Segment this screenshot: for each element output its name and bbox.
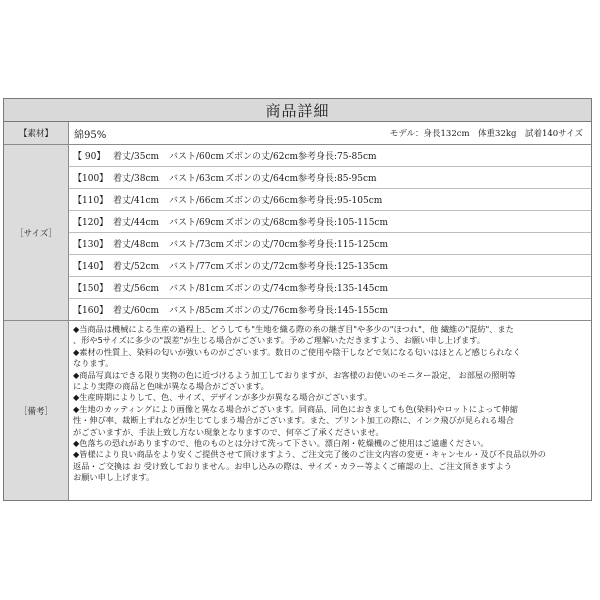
size-line [69,167,591,189]
size-bust: バスト/73cm [169,240,225,250]
size-bust: バスト/69cm [169,218,225,228]
size-list [69,145,591,320]
size-reference-height: 参考身長:145-155cm [298,306,389,316]
size-tag: 【120】 [73,218,109,228]
size-length: 着丈/44cm [113,218,160,228]
size-pants-length: ズボンの丈/72cm [225,262,299,272]
size-tag: 【160】 [73,306,109,316]
size-bust: バスト/66cm [169,196,225,206]
size-pants-length: ズボンの丈/70cm [225,240,299,250]
note-line: ◆素材の性質上、染料の匂いが強いものがございます。数日のご使用や陰干しなどで気になる匂いはほとんど感じられなく [73,346,521,357]
note-line: がございますが、手法上致し方ない現象となりますので、何卒ご了承くださいませ。 [73,426,384,437]
material-value: 綿95% [74,129,107,141]
size-reference-height: 参考身長:115-125cm [298,240,389,250]
size-bust: バスト/85cm [169,306,225,316]
size-label: ［サイズ］ [4,145,69,320]
notes-label: ［備考］ [4,321,69,500]
note-line: ◆皆様により良い商品をより安くご提供させて頂けますよう、ご注文完了後のご注文内容の変更・キャンセル・及び不良品以外の [73,449,546,460]
note-line: お願い申し上げます。 [73,472,155,483]
size-reference-height: 参考身長:105-115cm [298,218,389,228]
size-length: 着丈/56cm [113,284,160,294]
size-reference-height: 参考身長:85-95cm [298,174,377,184]
size-reference-height: 参考身長:95-105cm [298,196,383,206]
size-line [69,211,591,233]
size-pants-length: ズボンの丈/76cm [225,306,299,316]
model-note: モデル：身長132cm 体重32kg 試着140サイズ [389,129,583,139]
size-line [69,189,591,211]
product-details-table [3,98,592,501]
size-tag: 【100】 [73,174,109,184]
size-length: 着丈/35cm [113,152,160,162]
material-row [4,122,591,145]
size-reference-height: 参考身長:125-135cm [298,262,389,272]
size-tag: 【150】 [73,284,109,294]
material-content [69,122,591,144]
page-title: 商品詳細 [4,99,591,122]
size-length: 着丈/41cm [113,196,160,206]
size-reference-height: 参考身長:135-145cm [298,284,389,294]
note-line: ◆当商品は機械による生産の過程上、どうしても"生地を織る際の糸の継ぎ目"や多少の"ほつれ"、他 繊維の"混紡"、また [73,324,514,334]
size-bust: バスト/81cm [169,284,225,294]
size-pants-length: ズボンの丈/62cm [225,152,299,162]
note-line: なります。 [73,358,114,369]
size-bust: バスト/77cm [169,262,225,272]
size-pants-length: ズボンの丈/74cm [225,284,299,294]
size-bust: バスト/60cm [169,152,225,162]
size-length: 着丈/38cm [113,174,160,184]
size-tag: 【140】 [73,262,109,272]
note-line: 性・伸び率、裁断上ずれなどが生じてしまう場合がございます。また、プリント加工の際に、インク飛びが見られる場合 [73,415,514,426]
size-line [69,255,591,277]
size-pants-length: ズボンの丈/68cm [225,218,299,228]
size-row [4,145,591,321]
size-reference-height: 参考身長:75-85cm [298,152,377,162]
notes-content [69,321,591,500]
size-tag: 【110】 [73,196,109,206]
size-line [69,233,591,255]
size-bust: バスト/63cm [169,174,225,184]
size-line [69,145,591,167]
note-line: 、形や5サイズに多少の"誤差"が生じる場合がございます。予めご理解いただきますよう、お願い申し上げます。 [73,335,485,346]
note-line: ◆生地のカッティングにより画像と異なる場合がございます。同商品、同色におきましても色(染料)やロットによって伸縮 [73,403,518,414]
size-length: 着丈/48cm [113,240,160,250]
size-length: 着丈/60cm [113,306,160,316]
size-pants-length: ズボンの丈/66cm [225,196,299,206]
size-tag: 【130】 [73,240,109,250]
size-pants-length: ズボンの丈/64cm [225,174,299,184]
size-line [69,277,591,299]
note-line: ◆色落ちの恐れがありますので、他のものとは分けて洗って下さい。漂白剤・乾燥機のご使用はご遠慮ください。 [73,438,489,449]
note-line: 返品・ご交換は お 受け致しておりません。お申し込みの際は、サイズ・カラー等よくご確認の上、ご注文頂きますよう [73,460,512,471]
notes-row [4,321,591,500]
size-tag: 【 90】 [73,152,106,162]
size-line [69,299,591,320]
material-label: 【素材】 [4,122,69,144]
size-length: 着丈/52cm [113,262,160,272]
note-line: ◆生産時期によりして、色、サイズ、デザインが多少が異なる場合がございます。 [73,392,373,403]
note-line: により実際の商品と色味が異なる場合がございます。 [73,381,269,392]
note-line: ◆商品写真はできる限り実物の色に近づけるよう加工しておりますが、お客様のお使いのモニター設定、 お部屋の照明等 [73,369,516,380]
